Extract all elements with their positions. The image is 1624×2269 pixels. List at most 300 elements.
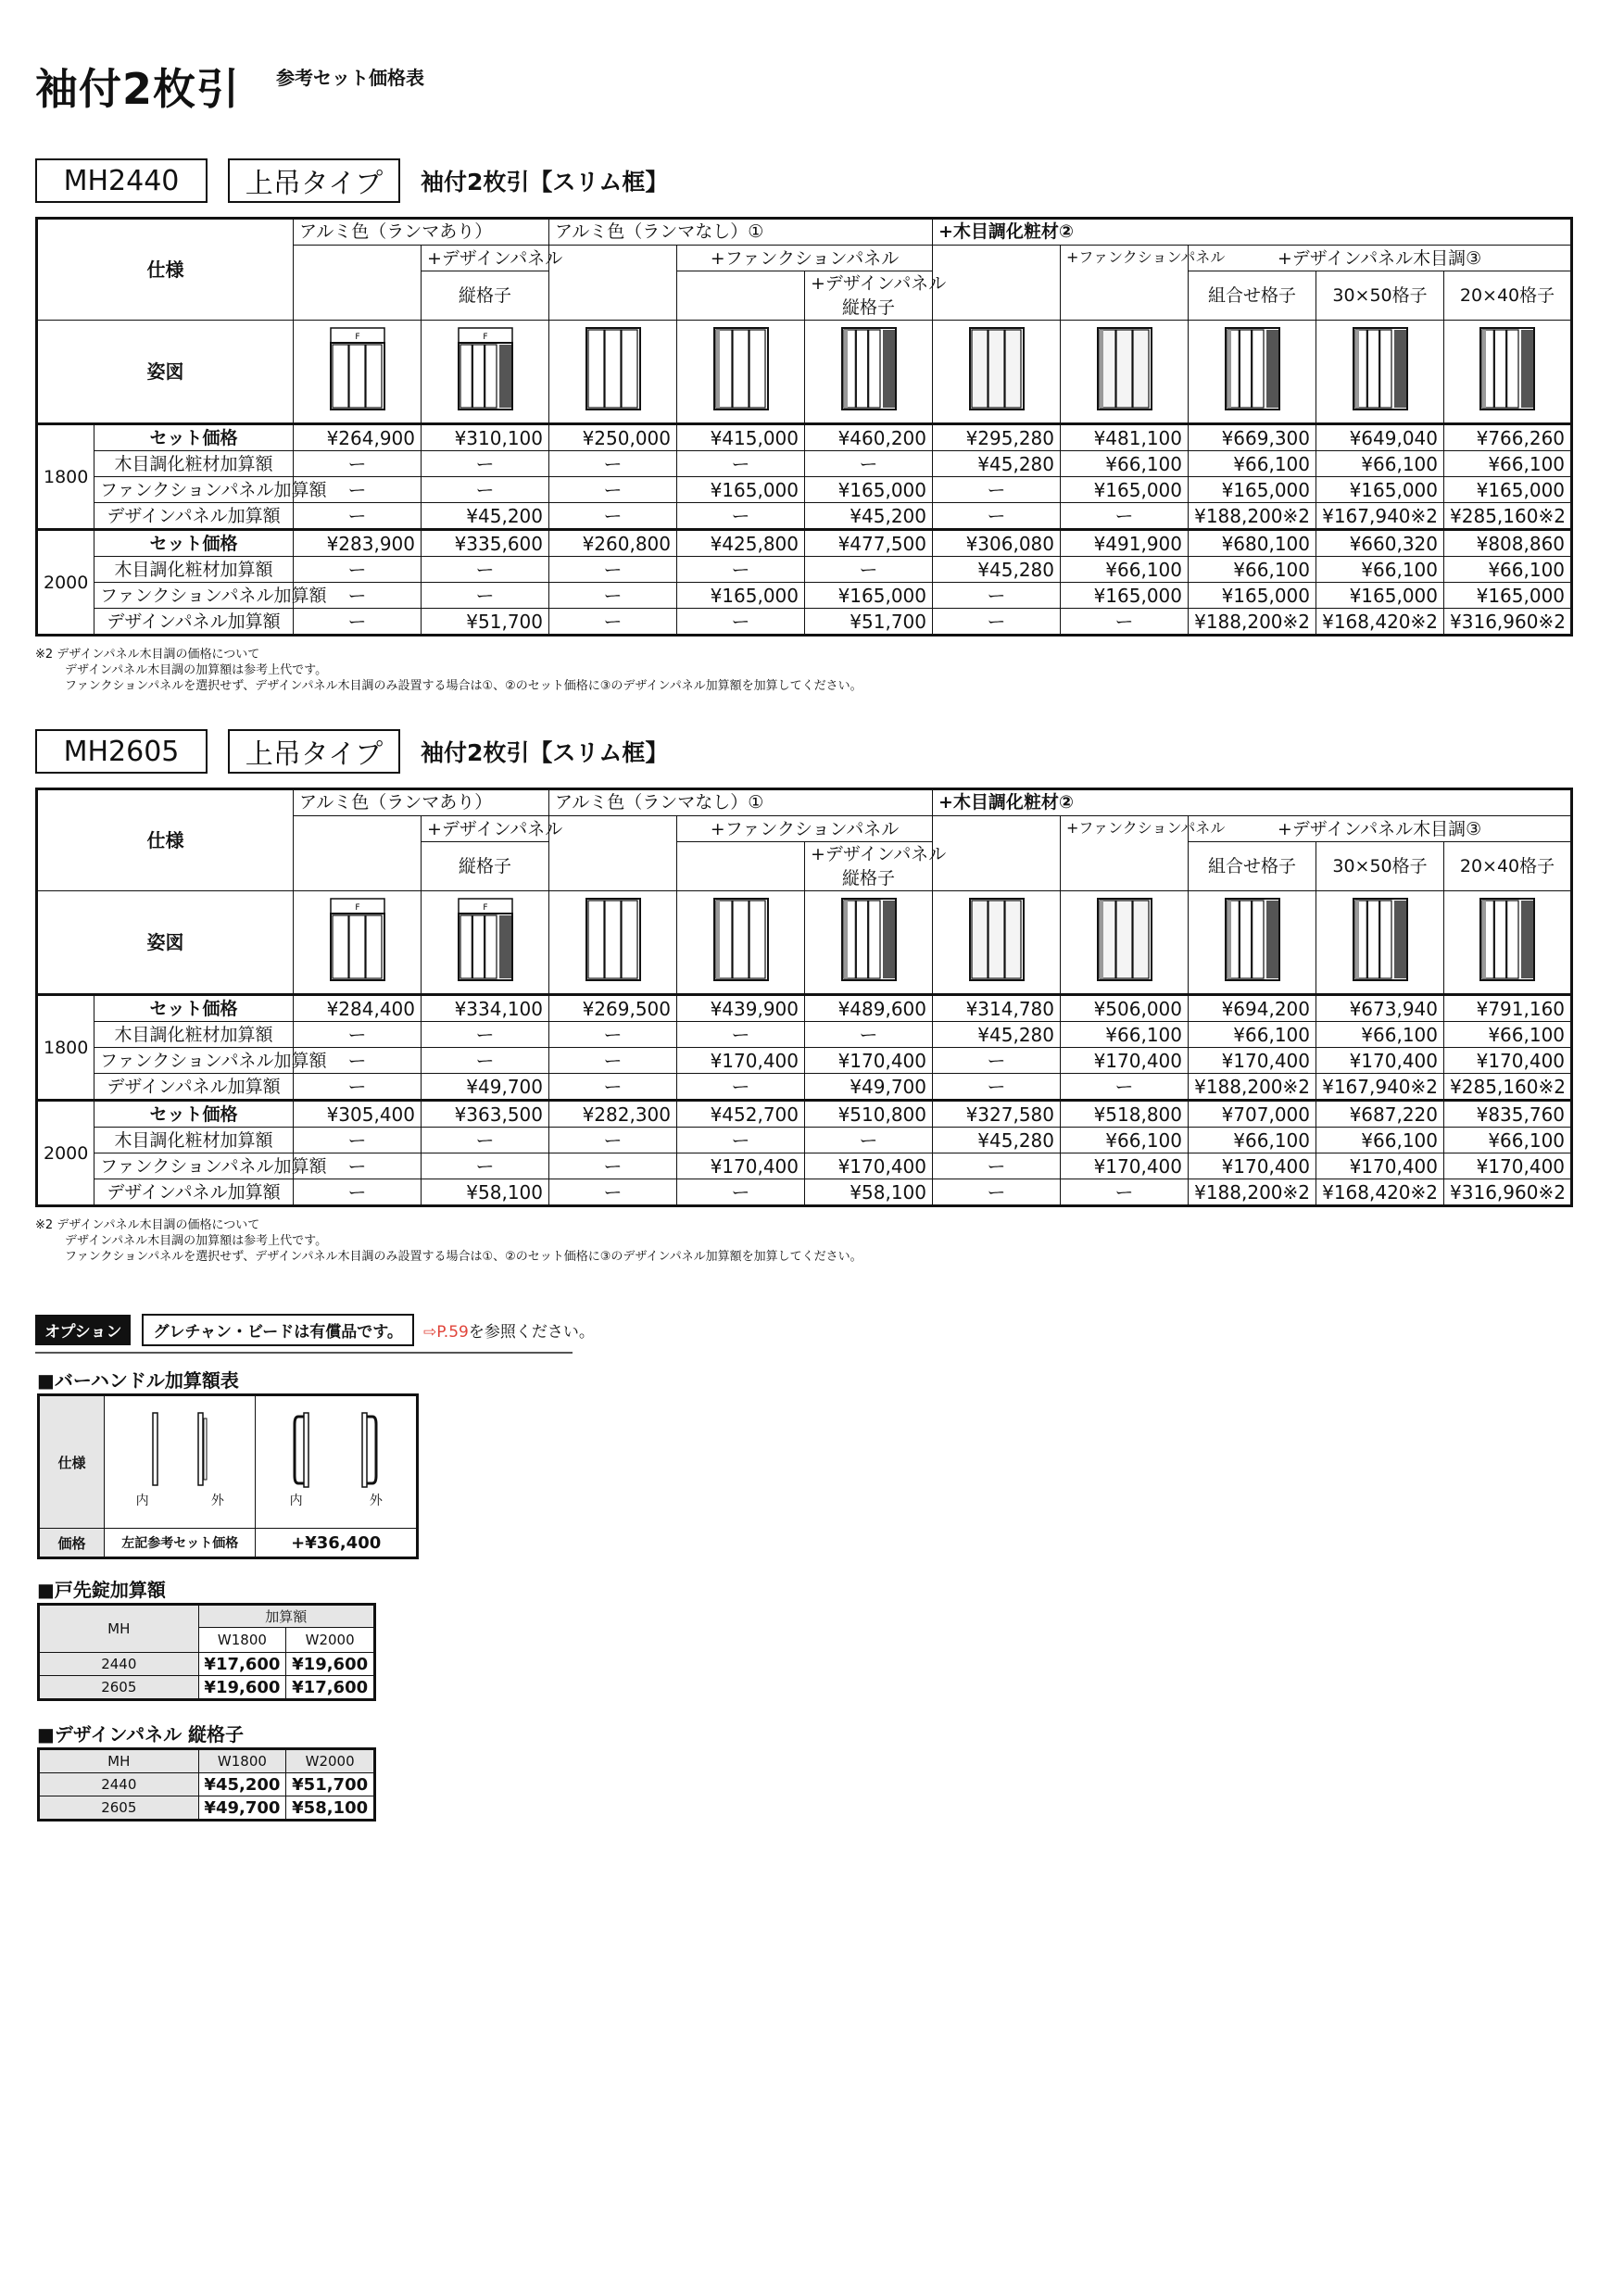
price-cell: ¥51,700 — [422, 609, 549, 636]
section-header — [35, 728, 668, 775]
k20x40-header: 20×40格子 — [1444, 271, 1572, 321]
price-cell: ¥260,800 — [549, 530, 677, 557]
price-cell: ー — [549, 503, 677, 530]
figure-header: 姿図 — [37, 891, 294, 995]
price-cell: ¥425,800 — [677, 530, 805, 557]
price-cell: ー — [294, 503, 422, 530]
price-cell: ー — [805, 1022, 933, 1048]
price-cell: ¥170,400 — [1189, 1048, 1316, 1074]
price-cell: ¥694,200 — [1189, 995, 1316, 1022]
price-cell: ¥66,100 — [1189, 1022, 1316, 1048]
price-cell: ー — [1061, 1179, 1189, 1206]
price-cell: ¥766,260 — [1444, 424, 1572, 451]
empty-cell — [549, 816, 677, 891]
door-figure — [677, 891, 805, 995]
price-cell: ¥687,220 — [1316, 1101, 1444, 1128]
price-cell: ー — [677, 451, 805, 477]
price-cell: ー — [549, 1179, 677, 1206]
col-group-alumi-noranma: アルミ色（ランマなし）① — [549, 789, 933, 816]
price-cell: ¥327,580 — [933, 1101, 1061, 1128]
price-cell: ¥170,400 — [677, 1048, 805, 1074]
price-cell: ¥66,100 — [1061, 1022, 1189, 1048]
k30x50-header: 30×50格子 — [1316, 271, 1444, 321]
price-cell: ¥285,160※2 — [1444, 503, 1572, 530]
bar-handle-table — [37, 1393, 419, 1559]
kasan-header: 加算額 — [198, 1605, 374, 1628]
price-cell: ¥310,100 — [422, 424, 549, 451]
price-cell: ¥58,100 — [422, 1179, 549, 1206]
price-cell: ¥316,960※2 — [1444, 1179, 1572, 1206]
door-figure — [1316, 321, 1444, 424]
price-cell: ¥680,100 — [1189, 530, 1316, 557]
door-figure — [805, 321, 933, 424]
price-cell: ¥314,780 — [933, 995, 1061, 1022]
price-label: 価格 — [39, 1529, 105, 1558]
price-cell: ¥170,400 — [805, 1048, 933, 1074]
pull-handle-icon — [258, 1396, 415, 1506]
price-cell: ¥170,400 — [677, 1153, 805, 1179]
price-cell: ¥66,100 — [1316, 1128, 1444, 1153]
kumiawase-header: 組合せ格子 — [1189, 842, 1316, 891]
section-description: 袖付2枚引【スリム框】 — [421, 169, 669, 195]
option-badge: オプション — [35, 1315, 131, 1345]
price-cell: ¥170,400 — [1061, 1153, 1189, 1179]
w2000-header: W2000 — [286, 1628, 375, 1653]
price-cell: ー — [933, 609, 1061, 636]
price-cell: ¥660,320 — [1316, 530, 1444, 557]
door-figure — [549, 321, 677, 424]
price-cell: ー — [1061, 609, 1189, 636]
svg-text:F: F — [354, 903, 360, 913]
price-cell: ¥808,860 — [1444, 530, 1572, 557]
price-cell: ー — [422, 1128, 549, 1153]
k30x50-header: 30×50格子 — [1316, 842, 1444, 891]
price-cell: ー — [805, 451, 933, 477]
mh-value: 2605 — [39, 1676, 199, 1700]
empty-cell — [677, 842, 805, 891]
price-cell: ¥165,000 — [805, 477, 933, 503]
price-cell: ¥282,300 — [549, 1101, 677, 1128]
row-label: 木目調化粧材加算額 — [94, 1022, 294, 1048]
price-cell: ¥49,700 — [422, 1074, 549, 1101]
footnote-line: デザインパネル木目調の加算額は参考上代です。 — [65, 663, 328, 677]
mh-label: MH2440 — [35, 158, 208, 203]
price-cell: ¥188,200※2 — [1189, 503, 1316, 530]
price-cell: ー — [677, 503, 805, 530]
price-cell: ー — [549, 1128, 677, 1153]
price-cell: ¥58,100 — [805, 1179, 933, 1206]
price-cell: ¥285,160※2 — [1444, 1074, 1572, 1101]
spec-header: 仕様 — [37, 789, 294, 891]
price-cell: ー — [933, 583, 1061, 609]
spec-label: 仕様 — [39, 1395, 105, 1529]
function-panel-header-small: +ファンクションパネル — [1061, 816, 1189, 891]
price-cell: ¥66,100 — [1061, 1128, 1189, 1153]
price-cell: ¥167,940※2 — [1316, 1074, 1444, 1101]
mh-header: MH — [39, 1605, 199, 1653]
door-figure — [422, 891, 549, 995]
price-cell: ー — [1061, 503, 1189, 530]
row-label: セット価格 — [94, 530, 294, 557]
section-header — [35, 158, 668, 204]
inner-label: 内 — [135, 1494, 149, 1508]
page-subtitle: 参考セット価格表 — [276, 67, 424, 89]
price-cell: ¥165,000 — [1316, 583, 1444, 609]
price-cell: ¥66,100 — [1444, 1022, 1572, 1048]
price-cell: ¥66,100 — [1189, 1128, 1316, 1153]
price-cell: ¥165,000 — [677, 477, 805, 503]
price-cell: ー — [933, 503, 1061, 530]
price-cell: ー — [549, 477, 677, 503]
price-cell: ¥334,100 — [422, 995, 549, 1022]
design-panel-wood-header: +デザインパネル木目調③ — [1189, 246, 1572, 271]
w1800-value: ¥17,600 — [198, 1653, 286, 1676]
function-panel-header: +ファンクションパネル — [677, 246, 933, 271]
price-cell: ¥335,600 — [422, 530, 549, 557]
tategoshi-header: 縦格子 — [422, 271, 549, 321]
tategoshi-header: 縦格子 — [422, 842, 549, 891]
price-cell: ¥165,000 — [677, 583, 805, 609]
right-price: +¥36,400 — [256, 1529, 418, 1558]
price-cell: ¥165,000 — [805, 583, 933, 609]
price-cell: ー — [294, 477, 422, 503]
price-cell: ー — [933, 1153, 1061, 1179]
price-cell: ー — [294, 1022, 422, 1048]
function-panel-header: +ファンクションパネル — [677, 816, 933, 842]
section-description: 袖付2枚引【スリム框】 — [421, 739, 669, 766]
inner-label: 内 — [289, 1494, 303, 1508]
price-cell: ¥45,280 — [933, 557, 1061, 583]
row-label: 木目調化粧材加算額 — [94, 1128, 294, 1153]
price-cell: ¥170,400 — [1316, 1153, 1444, 1179]
row-label: セット価格 — [94, 995, 294, 1022]
design-tate-heading: ■デザインパネル 縦格子 — [37, 1723, 245, 1746]
price-cell: ¥439,900 — [677, 995, 805, 1022]
price-cell: ¥170,400 — [805, 1153, 933, 1179]
price-cell: ¥295,280 — [933, 424, 1061, 451]
price-cell: ー — [677, 557, 805, 583]
price-cell: ー — [933, 1048, 1061, 1074]
price-cell: ¥188,200※2 — [1189, 1179, 1316, 1206]
price-cell: ¥66,100 — [1444, 1128, 1572, 1153]
col-group-mokume: +木目調化粧材② — [933, 789, 1572, 816]
price-cell: ¥51,700 — [805, 609, 933, 636]
door-figure — [549, 891, 677, 995]
design-panel-header: +デザインパネル — [422, 246, 549, 271]
price-cell: ¥170,400 — [1316, 1048, 1444, 1074]
price-cell: ¥506,000 — [1061, 995, 1189, 1022]
price-cell: ¥170,400 — [1444, 1048, 1572, 1074]
row-label: セット価格 — [94, 424, 294, 451]
price-cell: ¥477,500 — [805, 530, 933, 557]
price-cell: ¥167,940※2 — [1316, 503, 1444, 530]
price-cell: ¥45,200 — [805, 503, 933, 530]
price-cell: ー — [549, 451, 677, 477]
price-cell: ¥264,900 — [294, 424, 422, 451]
row-label: デザインパネル加算額 — [94, 1179, 294, 1206]
empty-cell — [549, 246, 677, 321]
price-cell: ¥269,500 — [549, 995, 677, 1022]
type-label: 上吊タイプ — [228, 729, 400, 774]
svg-text:F: F — [354, 333, 360, 342]
price-cell: ¥491,900 — [1061, 530, 1189, 557]
price-cell: ¥66,100 — [1316, 1022, 1444, 1048]
row-label: セット価格 — [94, 1101, 294, 1128]
empty-cell — [677, 271, 805, 321]
door-figure — [1061, 891, 1189, 995]
price-cell: ¥673,940 — [1316, 995, 1444, 1022]
price-cell: ¥168,420※2 — [1316, 609, 1444, 636]
left-price: 左記参考セット価格 — [105, 1529, 256, 1558]
price-cell: ー — [549, 1074, 677, 1101]
price-cell: ー — [422, 451, 549, 477]
price-cell: ー — [933, 477, 1061, 503]
price-cell: ¥165,000 — [1444, 477, 1572, 503]
empty-cell — [294, 816, 422, 891]
svg-text:F: F — [482, 903, 488, 913]
option-reference — [423, 1318, 595, 1342]
door-figure — [805, 891, 933, 995]
price-cell: ¥284,400 — [294, 995, 422, 1022]
price-cell: ¥66,100 — [1444, 557, 1572, 583]
price-cell: ー — [549, 1048, 677, 1074]
price-cell: ¥250,000 — [549, 424, 677, 451]
empty-cell — [933, 816, 1061, 891]
price-cell: ¥66,100 — [1189, 451, 1316, 477]
price-cell: ¥45,280 — [933, 451, 1061, 477]
col-group-mokume: +木目調化粧材② — [933, 219, 1572, 246]
svg-text:F: F — [482, 333, 488, 342]
width-size: 1800 — [37, 424, 94, 530]
page-title: 袖付2枚引 — [35, 64, 241, 114]
price-cell: ¥170,400 — [1444, 1153, 1572, 1179]
price-cell: ー — [549, 1022, 677, 1048]
w2000-header: W2000 — [286, 1749, 375, 1773]
door-figure — [1061, 321, 1189, 424]
tosaki-heading: ■戸先錠加算額 — [37, 1579, 166, 1601]
price-table — [35, 788, 1573, 1207]
row-label: デザインパネル加算額 — [94, 1074, 294, 1101]
price-cell: ¥415,000 — [677, 424, 805, 451]
door-figure — [677, 321, 805, 424]
price-cell: ¥316,960※2 — [1444, 609, 1572, 636]
price-cell: ー — [933, 1179, 1061, 1206]
spec-header: 仕様 — [37, 219, 294, 321]
row-label: ファンクションパネル加算額 — [94, 1048, 294, 1074]
price-cell: ー — [294, 557, 422, 583]
price-cell: ¥481,100 — [1061, 424, 1189, 451]
w1800-header: W1800 — [198, 1628, 286, 1653]
price-cell: ¥518,800 — [1061, 1101, 1189, 1128]
price-cell: ¥66,100 — [1189, 557, 1316, 583]
price-cell: ー — [549, 609, 677, 636]
w1800-value: ¥45,200 — [198, 1773, 286, 1796]
price-cell: ¥188,200※2 — [1189, 1074, 1316, 1101]
price-cell: ¥707,000 — [1189, 1101, 1316, 1128]
door-figure — [294, 891, 422, 995]
price-cell: ¥45,280 — [933, 1022, 1061, 1048]
door-figure — [1189, 891, 1316, 995]
price-cell: ¥306,080 — [933, 530, 1061, 557]
row-label: ファンクションパネル加算額 — [94, 583, 294, 609]
price-cell: ー — [1061, 1074, 1189, 1101]
footnote-line: ※2 デザインパネル木目調の価格について — [35, 1218, 260, 1232]
price-cell: ¥49,700 — [805, 1074, 933, 1101]
price-cell: ¥188,200※2 — [1189, 609, 1316, 636]
door-figure — [294, 321, 422, 424]
w2000-value: ¥58,100 — [286, 1796, 375, 1821]
price-cell: ¥66,100 — [1444, 451, 1572, 477]
k20x40-header: 20×40格子 — [1444, 842, 1572, 891]
price-table — [35, 217, 1573, 637]
col-group-alumi-noranma: アルミ色（ランマなし）① — [549, 219, 933, 246]
price-cell: ¥165,000 — [1061, 583, 1189, 609]
price-cell: ¥165,000 — [1189, 583, 1316, 609]
divider — [35, 1352, 573, 1354]
width-size: 2000 — [37, 1101, 94, 1206]
price-cell: ー — [294, 583, 422, 609]
door-figure — [422, 321, 549, 424]
price-cell: ¥168,420※2 — [1316, 1179, 1444, 1206]
w1800-value: ¥19,600 — [198, 1676, 286, 1700]
price-cell: ¥649,040 — [1316, 424, 1444, 451]
price-cell: ー — [422, 583, 549, 609]
price-cell: ¥66,100 — [1061, 451, 1189, 477]
option-row — [35, 1314, 595, 1346]
price-cell: ー — [294, 1074, 422, 1101]
row-label: デザインパネル加算額 — [94, 609, 294, 636]
page-ref-text: を参照ください。 — [468, 1323, 595, 1342]
price-cell: ー — [677, 1074, 805, 1101]
row-label: 木目調化粧材加算額 — [94, 557, 294, 583]
straight-handle-icon — [106, 1396, 254, 1506]
price-cell: ー — [422, 1048, 549, 1074]
figure-header: 姿図 — [37, 321, 294, 424]
w2000-value: ¥19,600 — [286, 1653, 375, 1676]
design-panel-header: +デザインパネル — [422, 816, 549, 842]
w1800-header: W1800 — [198, 1749, 286, 1773]
page-ref-link[interactable]: P.59 — [436, 1323, 469, 1342]
price-cell: ー — [294, 1128, 422, 1153]
design-panel-header: +デザインパネル 縦格子 — [805, 842, 933, 891]
col-group-alumi-ranma: アルミ色（ランマあり） — [294, 789, 549, 816]
door-figure — [1189, 321, 1316, 424]
price-cell: ¥835,760 — [1444, 1101, 1572, 1128]
price-cell: ー — [677, 1022, 805, 1048]
mh-value: 2440 — [39, 1773, 199, 1796]
tosaki-table — [37, 1603, 376, 1701]
price-cell: ー — [422, 557, 549, 583]
footnote-line: ※2 デザインパネル木目調の価格について — [35, 648, 260, 662]
row-label: 木目調化粧材加算額 — [94, 451, 294, 477]
mh-header: MH — [39, 1749, 199, 1773]
price-cell: ¥45,280 — [933, 1128, 1061, 1153]
price-cell: ー — [805, 557, 933, 583]
price-cell: ¥66,100 — [1316, 557, 1444, 583]
w1800-value: ¥49,700 — [198, 1796, 286, 1821]
price-cell: ー — [294, 1048, 422, 1074]
price-cell: ー — [294, 451, 422, 477]
price-cell: ー — [422, 1022, 549, 1048]
price-cell: ー — [677, 1128, 805, 1153]
price-cell: ¥170,400 — [1189, 1153, 1316, 1179]
col-group-alumi-ranma: アルミ色（ランマあり） — [294, 219, 549, 246]
w2000-value: ¥51,700 — [286, 1773, 375, 1796]
mh-label: MH2605 — [35, 729, 208, 774]
width-size: 1800 — [37, 995, 94, 1101]
door-figure — [933, 321, 1061, 424]
option-note-box: グレチャン・ビードは有償品です。 — [142, 1314, 413, 1346]
door-figure — [933, 891, 1061, 995]
outer-label: 外 — [210, 1494, 224, 1508]
price-cell: ¥165,000 — [1061, 477, 1189, 503]
footnote-line: ファンクションパネルを選択せず、デザインパネル木目調のみ設置する場合は①、②のセット価格に③のデザインパネル加算額を加算してください。 — [65, 679, 862, 693]
price-cell: ¥489,600 — [805, 995, 933, 1022]
price-cell: ー — [294, 609, 422, 636]
price-cell: ー — [422, 1153, 549, 1179]
price-cell: ー — [422, 477, 549, 503]
price-cell: ¥363,500 — [422, 1101, 549, 1128]
design-panel-header: +デザインパネル 縦格子 — [805, 271, 933, 321]
footnote-line: ファンクションパネルを選択せず、デザインパネル木目調のみ設置する場合は①、②のセット価格に③のデザインパネル加算額を加算してください。 — [65, 1250, 862, 1264]
price-cell: ¥510,800 — [805, 1101, 933, 1128]
price-cell: ¥165,000 — [1316, 477, 1444, 503]
price-cell: ー — [294, 1153, 422, 1179]
row-label: ファンクションパネル加算額 — [94, 477, 294, 503]
design-tate-table — [37, 1747, 376, 1822]
price-cell: ¥165,000 — [1189, 477, 1316, 503]
price-cell: ¥791,160 — [1444, 995, 1572, 1022]
price-cell: ー — [294, 1179, 422, 1206]
door-figure — [1444, 321, 1572, 424]
pull-handle-figure — [256, 1395, 418, 1529]
w2000-value: ¥17,600 — [286, 1676, 375, 1700]
page-ref-arrow: ⇨ — [422, 1323, 437, 1342]
price-cell: ー — [549, 557, 677, 583]
footnote — [35, 1217, 862, 1265]
type-label: 上吊タイプ — [228, 158, 400, 203]
bar-handle-heading: ■バーハンドル加算額表 — [37, 1369, 239, 1392]
price-cell: ¥669,300 — [1189, 424, 1316, 451]
price-cell: ー — [549, 583, 677, 609]
door-figure — [1316, 891, 1444, 995]
design-panel-wood-header: +デザインパネル木目調③ — [1189, 816, 1572, 842]
price-cell: ¥170,400 — [1061, 1048, 1189, 1074]
row-label: デザインパネル加算額 — [94, 503, 294, 530]
price-cell: ー — [805, 1128, 933, 1153]
width-size: 2000 — [37, 530, 94, 636]
price-cell: ¥66,100 — [1316, 451, 1444, 477]
empty-cell — [933, 246, 1061, 321]
straight-handle-figure — [105, 1395, 256, 1529]
price-cell: ¥165,000 — [1444, 583, 1572, 609]
door-figure — [1444, 891, 1572, 995]
price-cell: ¥45,200 — [422, 503, 549, 530]
price-cell: ー — [677, 1179, 805, 1206]
price-cell: ¥305,400 — [294, 1101, 422, 1128]
row-label: ファンクションパネル加算額 — [94, 1153, 294, 1179]
mh-value: 2440 — [39, 1653, 199, 1676]
kumiawase-header: 組合せ格子 — [1189, 271, 1316, 321]
footnote — [35, 647, 862, 694]
footnote-line: デザインパネル木目調の加算額は参考上代です。 — [65, 1234, 328, 1248]
mh-value: 2605 — [39, 1796, 199, 1821]
empty-cell — [294, 246, 422, 321]
price-cell: ¥283,900 — [294, 530, 422, 557]
price-cell: ¥66,100 — [1061, 557, 1189, 583]
price-cell: ー — [549, 1153, 677, 1179]
price-cell: ー — [677, 609, 805, 636]
